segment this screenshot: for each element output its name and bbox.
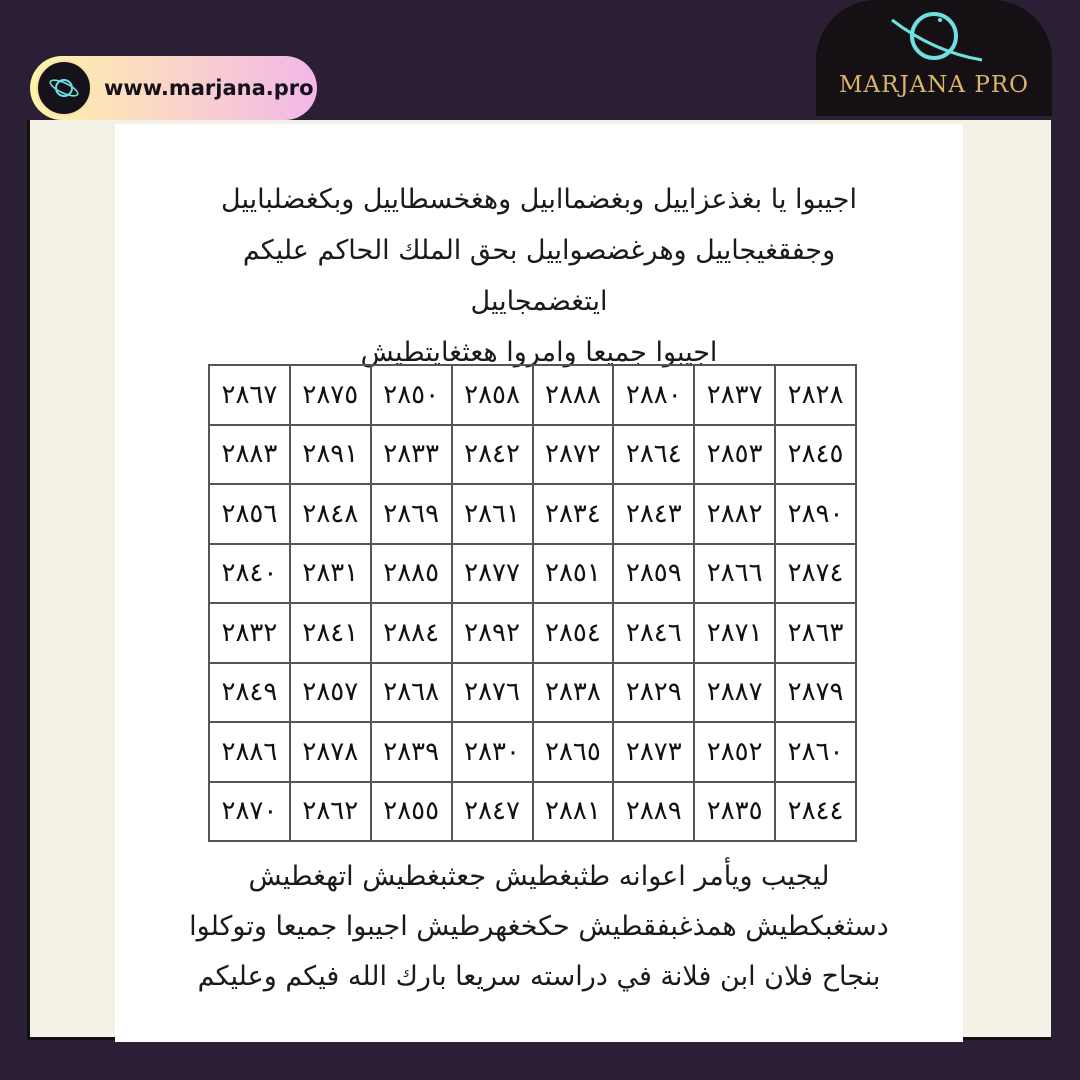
brand-name: MARJANA PRO: [838, 72, 1029, 98]
grid-cell: ٢٨٧٨: [290, 722, 371, 782]
intro-line: ايتغضمجاييل: [470, 286, 608, 317]
grid-cell: ٢٨٥١: [533, 544, 614, 604]
grid-cell: ٢٨٦٣: [775, 603, 856, 663]
outro-text: [115, 852, 963, 1002]
grid-cell: ٢٨٣٠: [452, 722, 533, 782]
website-url[interactable]: www.marjana.pro: [104, 76, 314, 100]
grid-cell: ٢٨٧٩: [775, 663, 856, 723]
grid-cell: ٢٨٨١: [533, 782, 614, 842]
grid-cell: ٢٨٧٥: [290, 365, 371, 425]
grid-cell: ٢٨٤٤: [775, 782, 856, 842]
grid-cell: ٢٨٥٨: [452, 365, 533, 425]
grid-cell: ٢٨٦٩: [371, 484, 452, 544]
planet-logo-icon: [36, 60, 92, 116]
grid-cell: ٢٨٩٢: [452, 603, 533, 663]
grid-cell: ٢٨٤٧: [452, 782, 533, 842]
grid-cell: ٢٨٦٠: [775, 722, 856, 782]
grid-cell: ٢٨٦٢: [290, 782, 371, 842]
grid-cell: ٢٨٥٧: [290, 663, 371, 723]
grid-row: [209, 722, 856, 782]
grid-cell: ٢٨٨٠: [613, 365, 694, 425]
grid-cell: ٢٨٦٨: [371, 663, 452, 723]
intro-line: اجيبوا يا بغذعزاييل وبغضماابيل وهغخسطاييل وبكغضلباييل: [221, 184, 857, 215]
grid-cell: ٢٨٥٣: [694, 425, 775, 485]
grid-cell: ٢٨٨٥: [371, 544, 452, 604]
grid-cell: ٢٨٦٦: [694, 544, 775, 604]
grid-cell: ٢٨٥٠: [371, 365, 452, 425]
intro-line: اجيبوا جميعا وامروا هعثغايتطيش: [360, 337, 718, 368]
grid-cell: ٢٨٨٨: [533, 365, 614, 425]
grid-cell: ٢٨٤٨: [290, 484, 371, 544]
grid-cell: ٢٨٥٩: [613, 544, 694, 604]
grid-cell: ٢٨٣٤: [533, 484, 614, 544]
grid-cell: ٢٨٨٣: [209, 425, 290, 485]
grid-cell: ٢٨٣٥: [694, 782, 775, 842]
grid-cell: ٢٨٤٥: [775, 425, 856, 485]
grid-cell: ٢٨٤٩: [209, 663, 290, 723]
intro-line: وجفقغيجاييل وهرغضصواييل بحق الملك الحاكم عليكم: [242, 235, 836, 266]
grid-cell: ٢٨٥٢: [694, 722, 775, 782]
grid-cell: ٢٨٤٢: [452, 425, 533, 485]
grid-cell: ٢٨٤٠: [209, 544, 290, 604]
grid-cell: ٢٨٨٧: [694, 663, 775, 723]
grid-cell: ٢٨٦٤: [613, 425, 694, 485]
grid-cell: ٢٨٧٢: [533, 425, 614, 485]
grid-row: [209, 365, 856, 425]
grid-cell: ٢٨٨٩: [613, 782, 694, 842]
grid-cell: ٢٨٨٦: [209, 722, 290, 782]
grid-cell: ٢٨٤٦: [613, 603, 694, 663]
number-grid: [208, 364, 857, 842]
grid-cell: ٢٨٦١: [452, 484, 533, 544]
planet-orbit-icon: [874, 0, 994, 68]
grid-cell: ٢٨٢٨: [775, 365, 856, 425]
outro-line: دسثغبكطيش همذغبفقطيش حكخغهرطيش اجيبوا جميعا وتوكلوا: [189, 911, 889, 942]
grid-cell: ٢٨٧٤: [775, 544, 856, 604]
grid-row: [209, 782, 856, 842]
grid-cell: ٢٨٧٦: [452, 663, 533, 723]
grid-row: [209, 425, 856, 485]
grid-cell: ٢٨٤١: [290, 603, 371, 663]
grid-cell: ٢٨٣٧: [694, 365, 775, 425]
grid-cell: ٢٨٧٠: [209, 782, 290, 842]
grid-cell: ٢٨٤٣: [613, 484, 694, 544]
website-badge[interactable]: [30, 56, 317, 120]
brand-logo: [816, 0, 1052, 116]
grid-cell: ٢٨٥٥: [371, 782, 452, 842]
grid-cell: ٢٨٣٨: [533, 663, 614, 723]
document-page: [115, 124, 963, 1042]
grid-cell: ٢٨٥٤: [533, 603, 614, 663]
grid-cell: ٢٨٥٦: [209, 484, 290, 544]
grid-cell: ٢٨٣١: [290, 544, 371, 604]
grid-row: [209, 484, 856, 544]
grid-cell: ٢٨٢٩: [613, 663, 694, 723]
grid-row: [209, 544, 856, 604]
grid-cell: ٢٨٣٢: [209, 603, 290, 663]
grid-cell: ٢٨٣٣: [371, 425, 452, 485]
grid-cell: ٢٨٧٧: [452, 544, 533, 604]
grid-cell: ٢٨٦٥: [533, 722, 614, 782]
grid-cell: ٢٨٨٤: [371, 603, 452, 663]
grid-row: [209, 603, 856, 663]
grid-cell: ٢٨٩٠: [775, 484, 856, 544]
outro-line: ليجيب ويأمر اعوانه طثبغطيش جعثبغطيش اتهغطيش: [248, 861, 830, 892]
intro-text: [115, 174, 963, 378]
grid-cell: ٢٨٩١: [290, 425, 371, 485]
grid-cell: ٢٨٦٧: [209, 365, 290, 425]
grid-cell: ٢٨٧١: [694, 603, 775, 663]
grid-cell: ٢٨٨٢: [694, 484, 775, 544]
grid-cell: ٢٨٧٣: [613, 722, 694, 782]
outro-line: بنجاح فلان ابن فلانة في دراسته سريعا بارك الله فيكم وعليكم: [197, 961, 881, 992]
grid-row: [209, 663, 856, 723]
grid-cell: ٢٨٣٩: [371, 722, 452, 782]
